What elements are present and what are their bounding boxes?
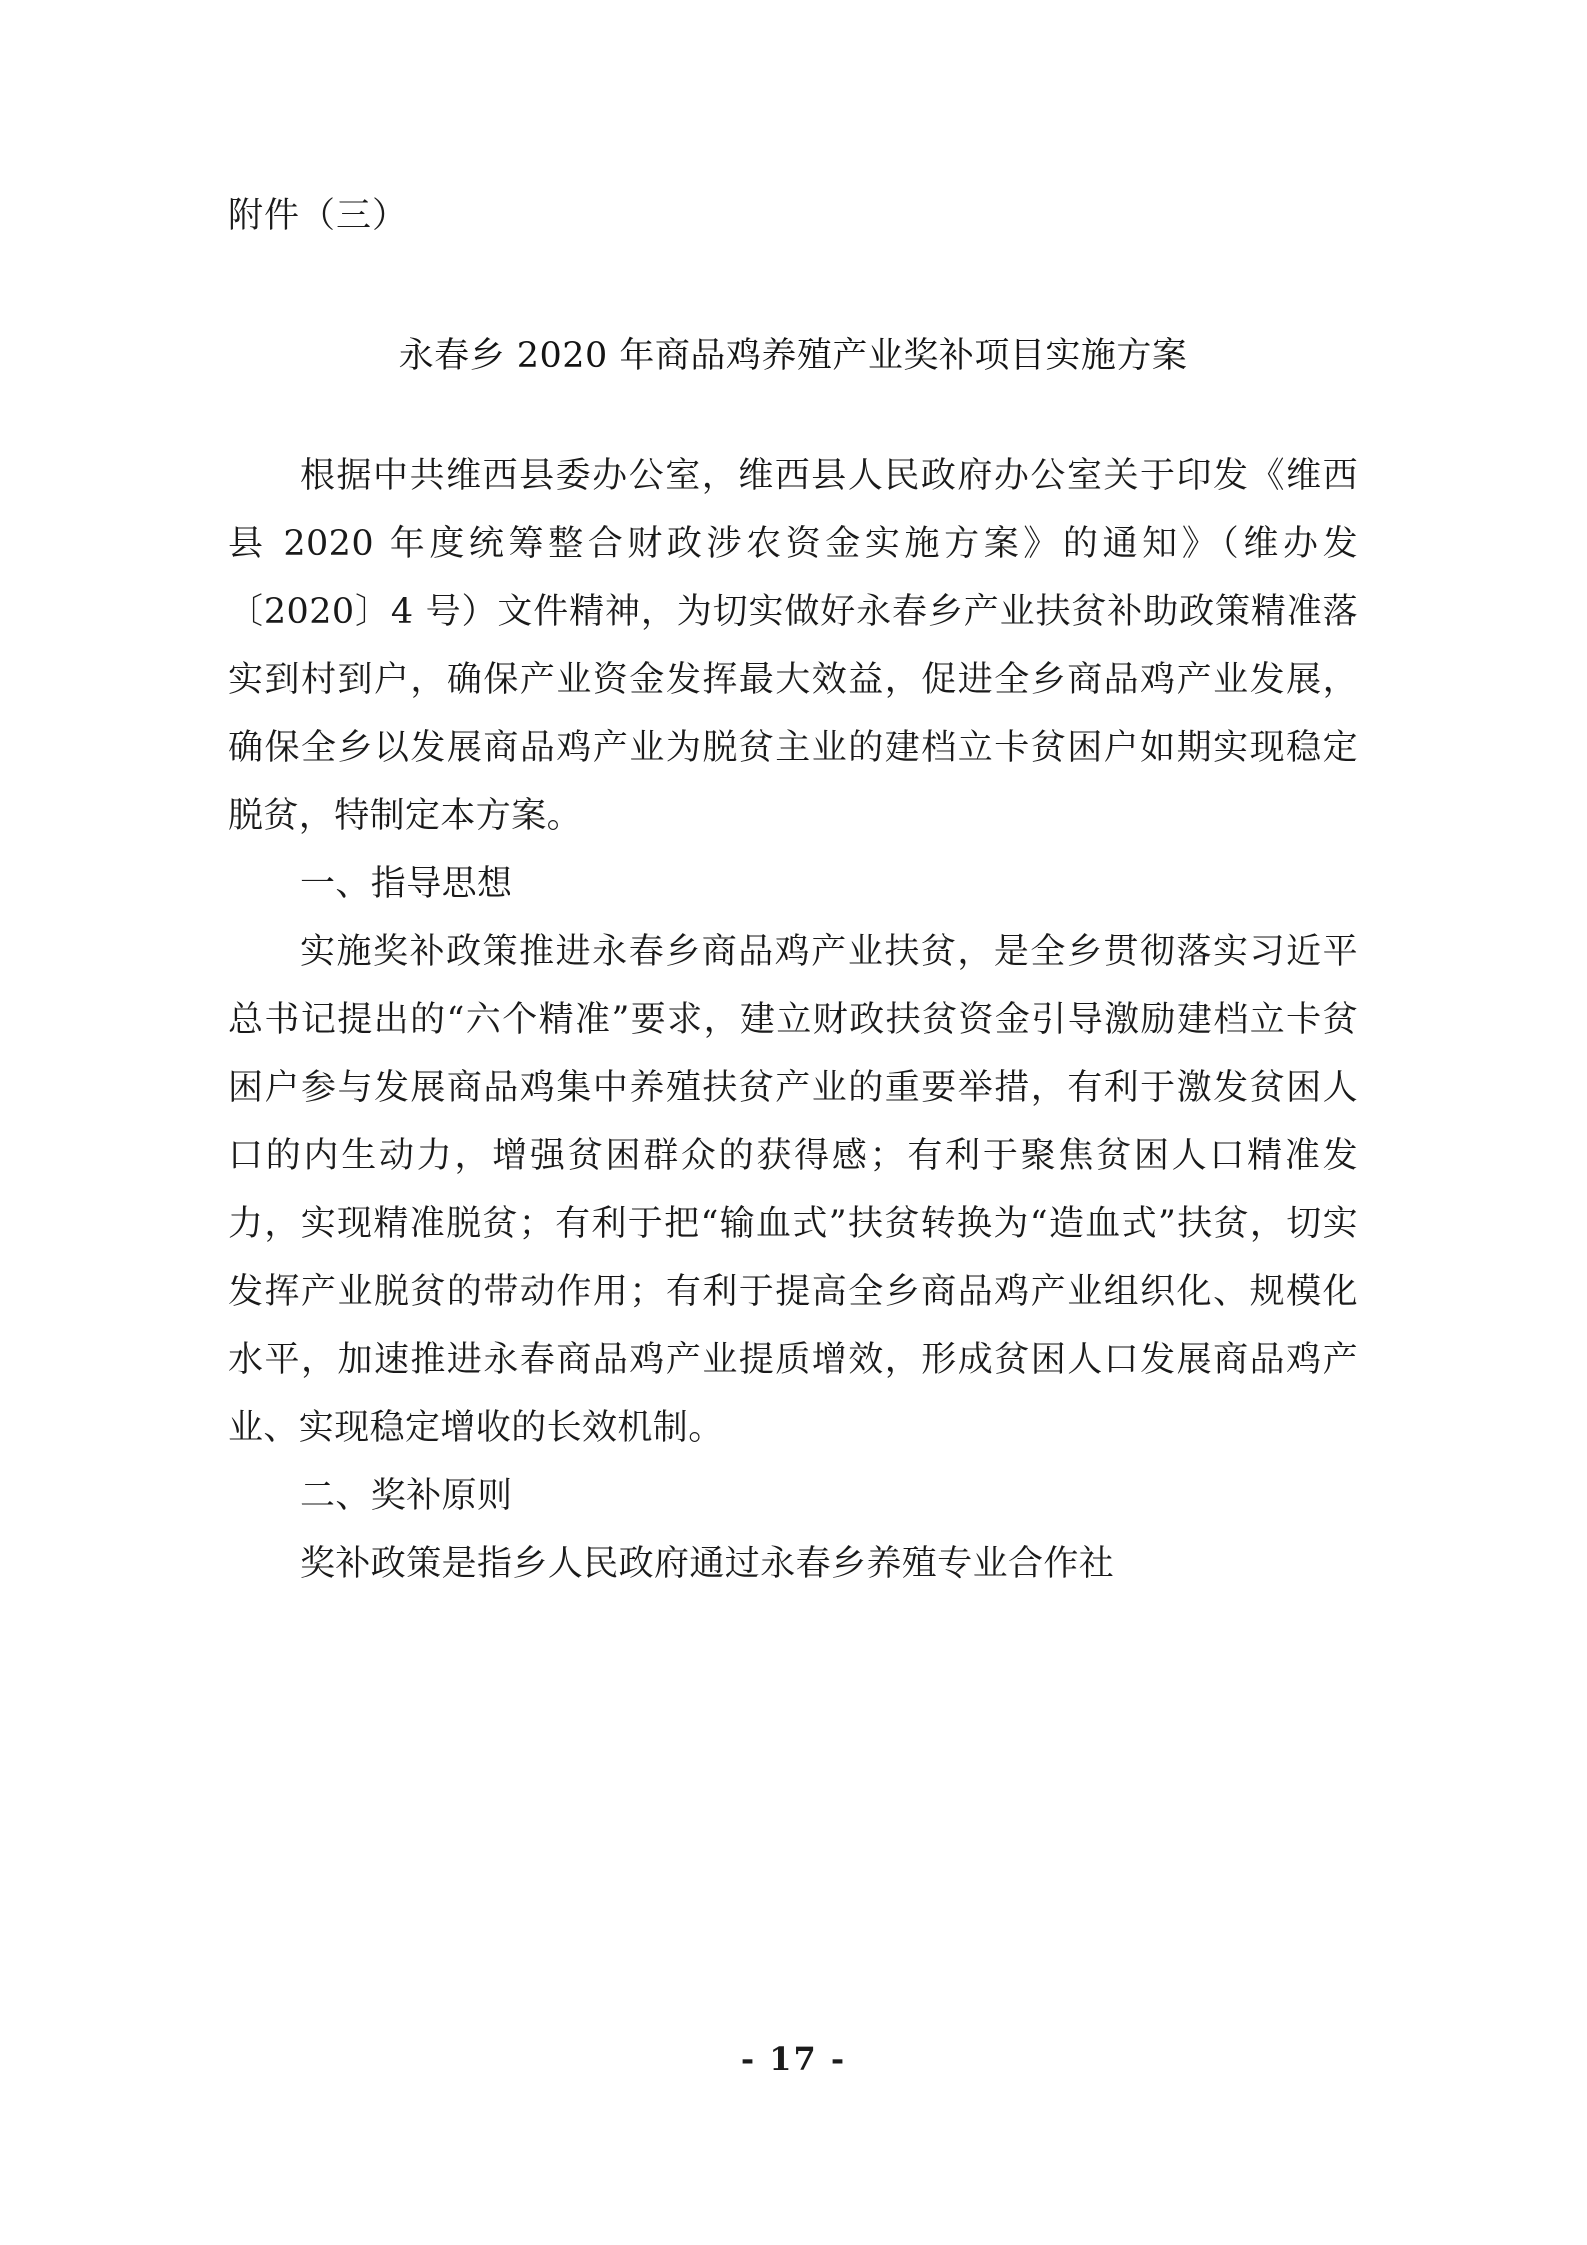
attachment-label: 附件（三） (228, 196, 409, 236)
document-body (228, 195, 1358, 1598)
section-heading-award-principles: 二、奖补原则 (300, 1476, 513, 1517)
paragraph-basis: 根据中共维西县委办公室，维西县人民政府办公室关于印发《维西县 2020 年度统筹整合财政涉农资金实施方案》的通知》（维办发〔2020〕4 号）文件精神，为切实做好永春乡产业扶贫补助政策精准落实到村到户，确保产业资金发挥最大效益，促进全乡商品鸡产业发展，确保全乡以发展商品鸡产业为脱贫主业的建档立卡贫困户如期实现稳定脱贫，特制定本方案。 (228, 456, 1358, 837)
paragraph-award-principles: 奖补政策是指乡人民政府通过永春乡养殖专业合作社 (300, 1544, 1115, 1585)
section-heading-guiding-thought: 一、指导思想 (300, 864, 513, 905)
page-title: 永春乡 2020 年商品鸡养殖产业奖补项目实施方案 (398, 336, 1188, 376)
page-number: - 17 - (740, 2040, 847, 2078)
paragraph-guiding-thought: 实施奖补政策推进永春乡商品鸡产业扶贫，是全乡贯彻落实习近平总书记提出的“六个精准”要求，建立财政扶贫资金引导激励建档立卡贫困户参与发展商品鸡集中养殖扶贫产业的重要举措，有利于激发贫困人口的内生动力，增强贫困群众的获得感；有利于聚焦贫困人口精准发力，实现精准脱贫；有利于把“输血式”扶贫转换为“造血式”扶贫，切实发挥产业脱贫的带动作用；有利于提高全乡商品鸡产业组织化、规模化水平，加速推进永春商品鸡产业提质增效，形成贫困人口发展商品鸡产业、实现稳定增收的长效机制。 (228, 932, 1358, 1449)
